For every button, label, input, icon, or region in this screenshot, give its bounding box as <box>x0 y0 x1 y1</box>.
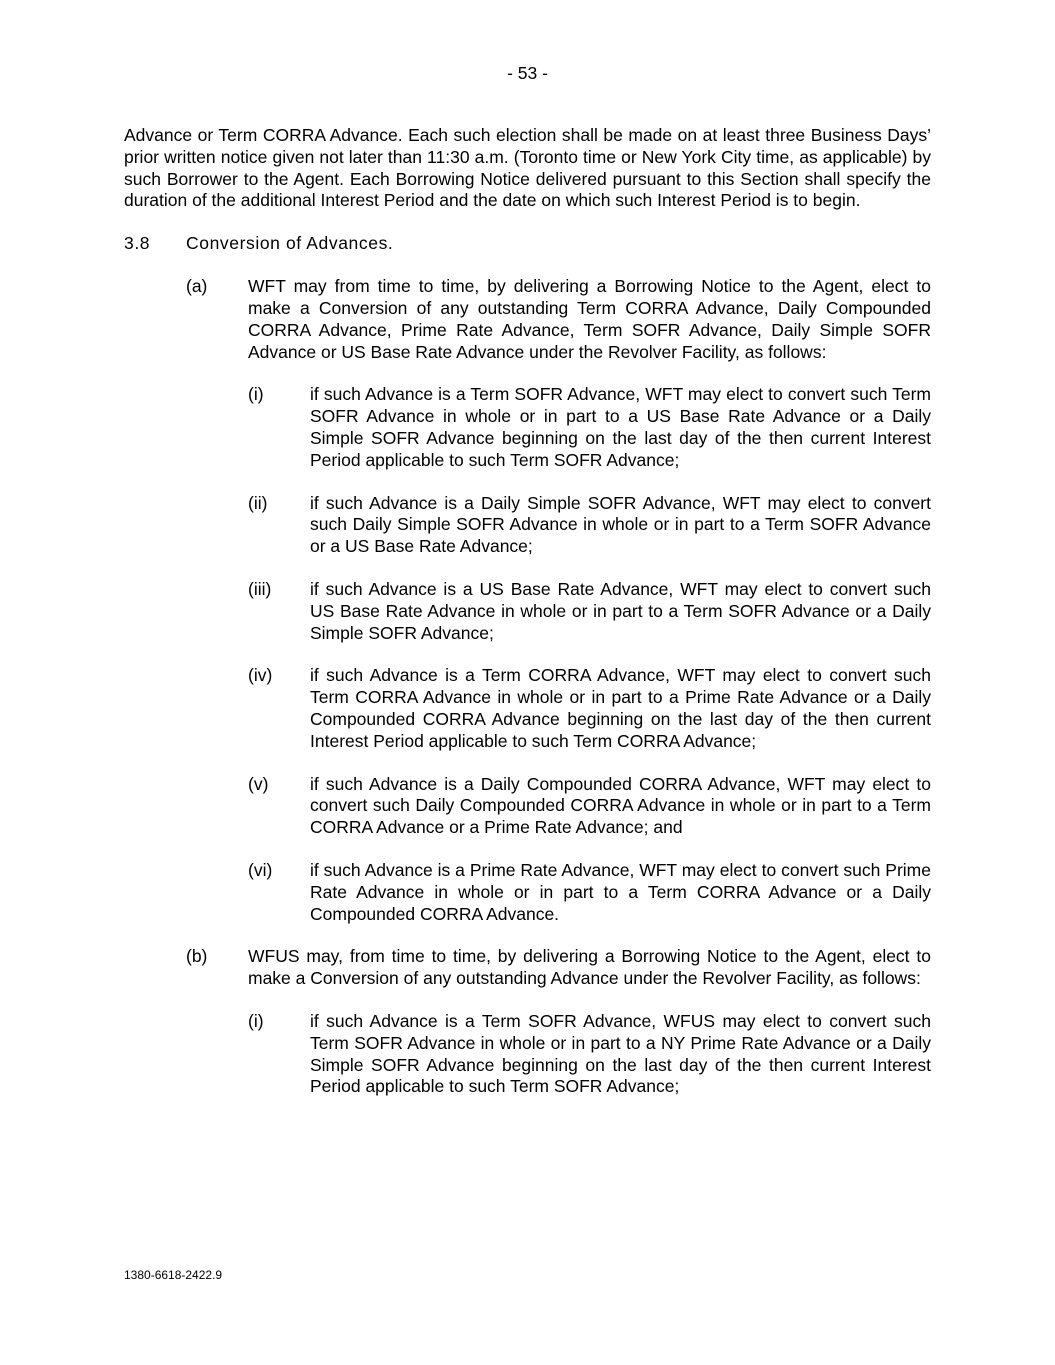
subsection-a <box>124 276 931 363</box>
section-heading <box>124 233 931 255</box>
page-number: - 53 - <box>507 63 548 83</box>
subsection-b <box>124 946 931 990</box>
document-id: 1380-6618-2422.9 <box>124 1268 223 1282</box>
clause-text: if such Advance is a US Base Rate Advance, WFT may elect to convert such US Base Rate Advance in whole or in part to a Term SOFR Advance or a Daily Simple SOFR Advance; <box>310 578 931 643</box>
section-number: 3.8 <box>124 233 151 254</box>
intro-paragraph: Advance or Term CORRA Advance. Each such election shall be made on at least three Business Days’ prior written notice given not later than 11:30 a.m. (Toronto time or New York City time, as applicable) by such Borrower to the Agent. Each Borrowing Notice delivered pursuant to this Section shall specify the duration of the additional Interest Period and the date on which such Interest Period is to begin. <box>124 125 931 211</box>
clause-a-vi <box>124 860 931 925</box>
clause-a-ii <box>124 493 931 558</box>
clause-a-iii <box>124 579 931 644</box>
subsection-text: WFUS may, from time to time, by delivering a Borrowing Notice to the Agent, elect to make a Conversion of any outstanding Advance under the Revolver Facility, as follows: <box>248 946 931 989</box>
clause-b-i <box>124 1011 931 1098</box>
clause-a-iv <box>124 665 931 752</box>
clause-text: if such Advance is a Prime Rate Advance, WFT may elect to convert such Prime Rate Advance in whole or in part to a Term CORRA Advance or a Daily Compounded CORRA Advance. <box>310 859 931 924</box>
clause-label: (vi) <box>248 859 273 880</box>
clause-a-i <box>124 384 931 471</box>
clause-label: (ii) <box>248 492 268 513</box>
clause-label: (iii) <box>248 578 272 599</box>
clause-label: (iv) <box>248 665 273 686</box>
section-title: Conversion of Advances. <box>186 233 394 254</box>
subsection-label: (b) <box>186 946 208 967</box>
clause-text: if such Advance is a Term SOFR Advance, WFT may elect to convert such Term SOFR Advance in whole or in part to a US Base Rate Advance or a Daily Simple SOFR Advance beginning on the last day of the then current Interest Period applicable to such Term SOFR Advance; <box>310 384 931 470</box>
clause-label: (i) <box>248 384 264 405</box>
clause-text: if such Advance is a Term CORRA Advance, WFT may elect to convert such Term CORRA Advance in whole or in part to a Prime Rate Advance or a Daily Compounded CORRA Advance beginning on the last day of the then current Interest Period applicable to such Term CORRA Advance; <box>310 665 931 751</box>
document-body <box>124 125 931 1098</box>
clause-label: (v) <box>248 773 269 794</box>
clause-text: if such Advance is a Term SOFR Advance, WFUS may elect to convert such Term SOFR Advance in whole or in part to a NY Prime Rate Advance or a Daily Simple SOFR Advance beginning on the last day of the then current Interest Period applicable to such Term SOFR Advance; <box>310 1010 931 1097</box>
clause-label: (i) <box>248 1010 264 1031</box>
clause-text: if such Advance is a Daily Simple SOFR Advance, WFT may elect to convert such Daily Simple SOFR Advance in whole or in part to a Term SOFR Advance or a US Base Rate Advance; <box>310 492 931 557</box>
clause-text: if such Advance is a Daily Compounded CORRA Advance, WFT may elect to convert such Daily Compounded CORRA Advance in whole or in part to a Term CORRA Advance or a Prime Rate Advance; and <box>310 773 931 838</box>
subsection-label: (a) <box>186 276 208 297</box>
subsection-text: WFT may from time to time, by delivering a Borrowing Notice to the Agent, elect to make a Conversion of any outstanding Term CORRA Advance, Daily Compounded CORRA Advance, Prime Rate Advance, Term SOFR Advance, Daily Simple SOFR Advance or US Base Rate Advance under the Revolver Facility, as follows: <box>248 276 931 362</box>
clause-a-v <box>124 774 931 839</box>
